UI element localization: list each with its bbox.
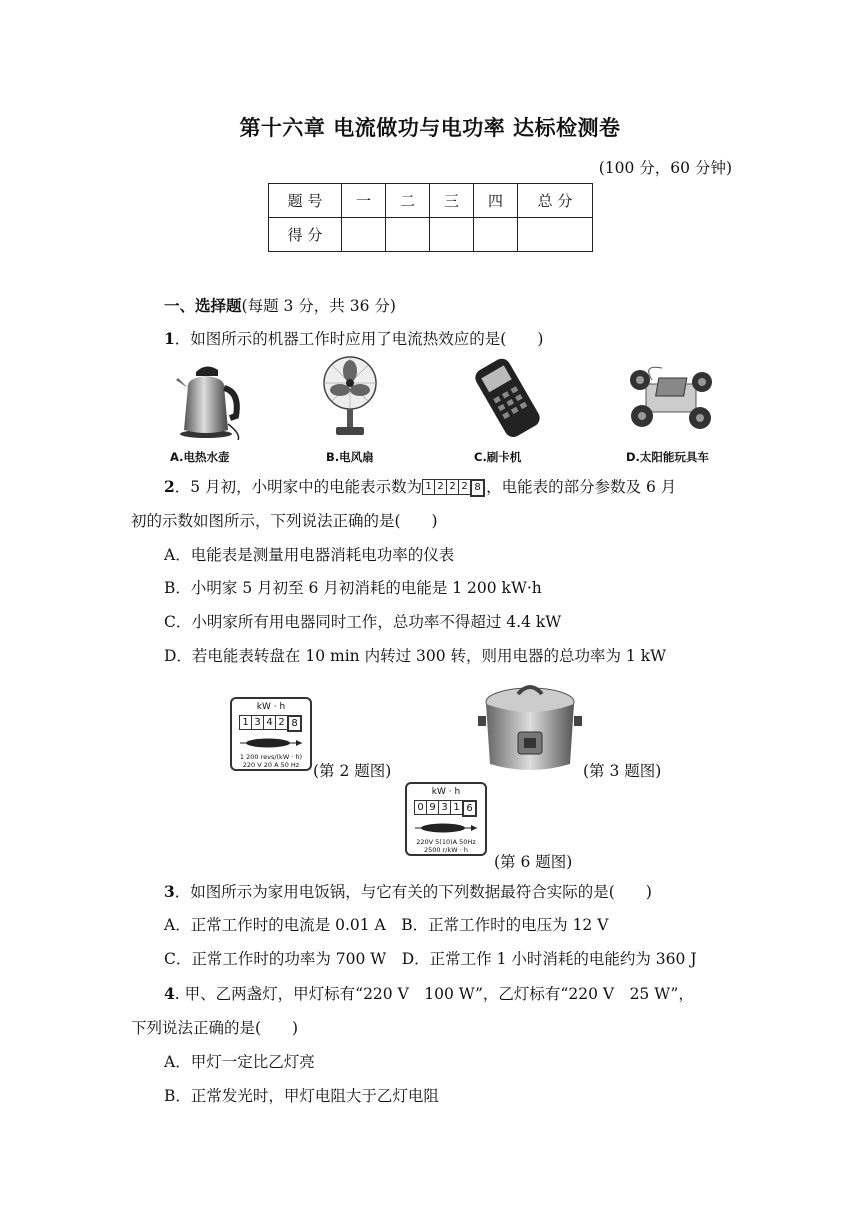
page-title: 第十六章 电流做功与电功率 达标检测卷 [239,116,621,140]
meter-reading-inline [423,479,485,497]
question-1 [164,327,543,349]
question-number: 1 [164,329,175,348]
meter-digit: 0 [414,800,427,815]
image-label-fan: B.电风扇 [326,450,374,464]
meter-disc-icon [413,822,479,834]
card-reader-image [466,356,548,438]
table-cell: 总 分 [518,184,593,218]
meter-digit: 2 [458,479,471,495]
fan-image [320,355,380,439]
electric-meter-figure-2 [230,697,312,771]
exam-meta: (100 分，60 分钟) [598,159,732,177]
question-text: ．如图所示的机器工作时应用了电流热效应的是( ) [174,330,544,348]
score-input-cell[interactable] [518,218,593,252]
question-text: 初的示数如图所示，下列说法正确的是( ) [131,512,438,530]
meter-spec-line: 220V 5(10)A 50Hz [416,838,476,846]
question-4 [164,982,694,1004]
question-3 [164,880,652,902]
meter-digit: 2 [446,479,459,495]
question-text: . 甲、乙两盏灯，甲灯标有“220 V 100 W”，乙灯标有“220 V 25 W”， [174,985,694,1003]
meter-spec-line: 220 V 20 A 50 Hz [242,761,300,769]
question-text: 下列说法正确的是( ) [131,1019,299,1037]
meter-spec-line: 1 200 revs/(kW · h) [239,753,303,761]
electric-meter-figure-6 [405,782,487,856]
table-cell: 得 分 [269,218,342,252]
table-cell: 四 [474,184,518,218]
image-label-kettle: A.电热水壶 [170,450,230,464]
meter-digit: 8 [470,479,485,497]
figure-caption: (第 2 题图) [313,762,392,780]
meter-digit: 8 [287,715,302,732]
meter-digit: 6 [462,800,477,817]
option-c: C．小明家所有用电器同时工作，总功率不得超过 4.4 kW [164,613,562,631]
rice-cooker-image [478,672,582,776]
meter-digit: 3 [438,800,451,815]
question-text: ．如图所示为家用电饭锅，与它有关的下列数据最符合实际的是( ) [174,883,652,901]
question-number: 4 [164,984,175,1003]
meter-digit: 2 [275,715,288,730]
figure-caption: (第 6 题图) [494,853,573,871]
section-note: (每题 3 分，共 36 分) [241,297,396,315]
score-input-cell[interactable] [386,218,430,252]
meter-digits [232,715,310,732]
score-input-cell[interactable] [474,218,518,252]
meter-digit: 2 [434,479,447,495]
meter-unit: kW · h [256,702,286,712]
meter-digit: 4 [263,715,276,730]
score-table [268,183,593,252]
section-title: 一、选择题 [164,296,242,315]
option-d: D．若电能表转盘在 10 min 内转过 300 转，则用电器的总功率为 1 kW [164,647,667,665]
option-b: B．小明家 5 月初至 6 月初消耗的电能是 1 200 kW·h [164,579,542,597]
question-text: ．5 月初，小明家中的电能表示数为 [174,478,423,496]
image-label-solar-car: D.太阳能玩具车 [626,450,709,464]
table-cell: 一 [342,184,386,218]
question-text: ，电能表的部分参数及 6 月 [486,478,677,496]
table-cell: 题 号 [269,184,342,218]
option-a: A．电能表是测量用电器消耗电功率的仪表 [164,546,455,564]
meter-spec-line: 2500 r/kW · h [424,846,468,854]
meter-digits [407,800,485,817]
meter-digit: 1 [422,479,435,495]
options-ab: A．正常工作时的电流是 0.01 A B．正常工作时的电压为 12 V [164,916,609,934]
question-number: 2 [164,477,175,496]
option-b: B．正常发光时，甲灯电阻大于乙灯电阻 [164,1087,439,1105]
solar-car-image [622,360,718,438]
question-2 [164,475,676,497]
question-number: 3 [164,882,175,901]
table-cell: 二 [386,184,430,218]
option-a: A．甲灯一定比乙灯亮 [164,1053,315,1071]
section-heading [164,294,396,316]
meter-unit: kW · h [431,787,461,797]
score-input-cell[interactable] [342,218,386,252]
table-cell: 三 [430,184,474,218]
meter-digit: 1 [239,715,252,730]
options-cd: C．正常工作时的功率为 700 W D．正常工作 1 小时消耗的电能约为 360 J [164,950,697,968]
score-input-cell[interactable] [430,218,474,252]
figure-caption: (第 3 题图) [583,762,662,780]
score-table-header-row [269,184,593,218]
score-table-score-row [269,218,593,252]
meter-digit: 3 [251,715,264,730]
meter-digit: 1 [450,800,463,815]
meter-digit: 9 [426,800,439,815]
meter-disc-icon [238,737,304,749]
image-label-card-reader: C.刷卡机 [474,450,522,464]
kettle-image [166,358,246,440]
